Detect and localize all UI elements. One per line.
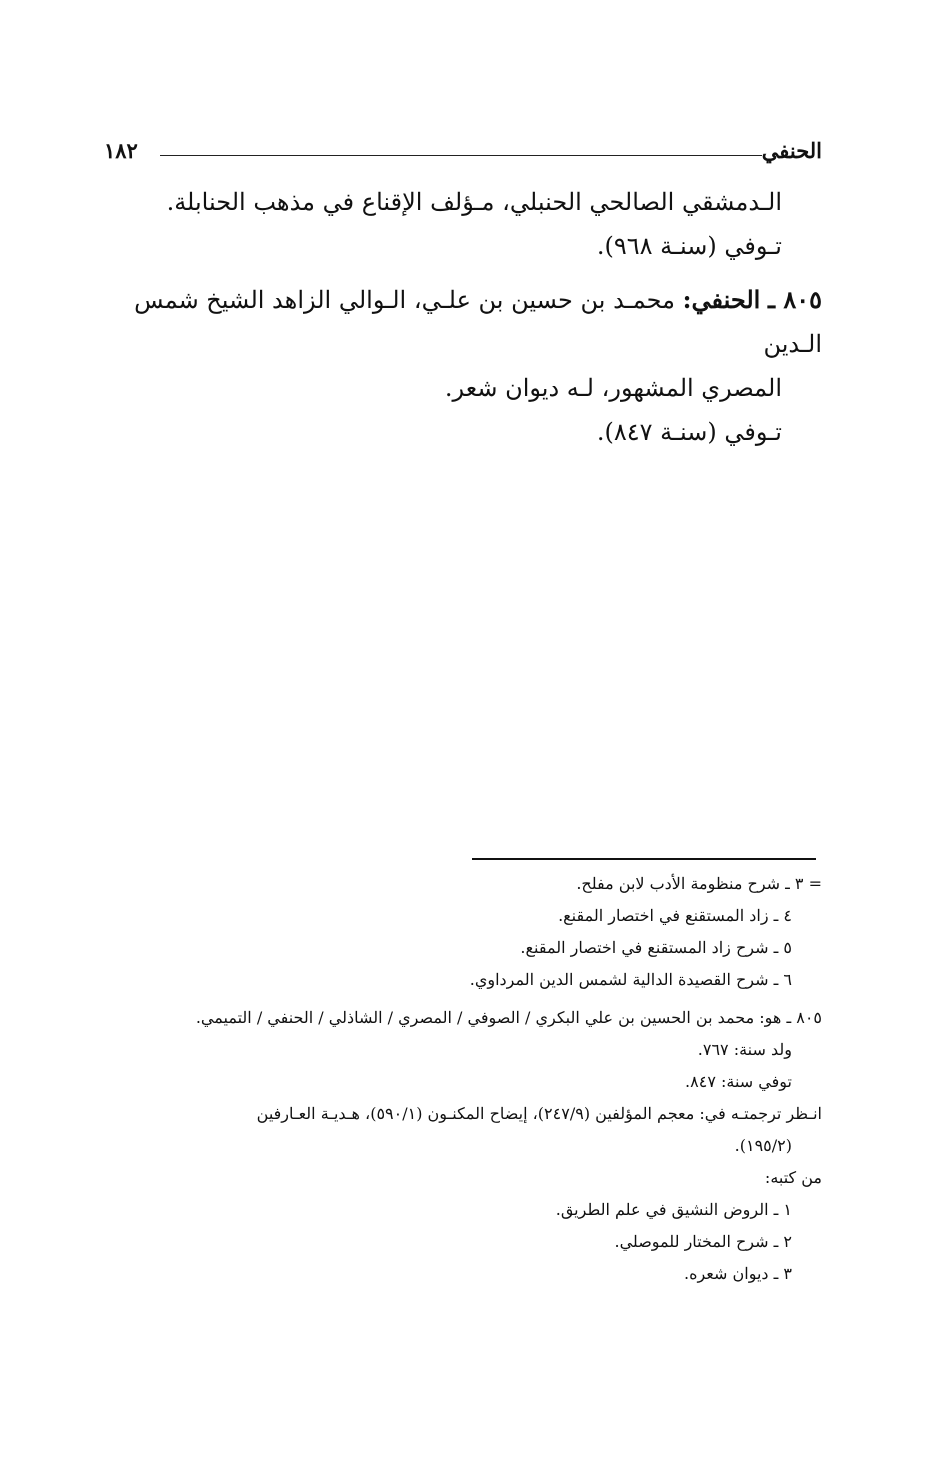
footnote-805-sources: انـظر ترجمتـه في: معجم المؤلفين (٢٤٧/٩)، إيضاح المكنـون (٥٩٠/١)، هـديـة العـارفين xyxy=(256,1104,822,1123)
footnote-805-book: ١ ـ الروض النشيق في علم الطريق. xyxy=(555,1200,792,1219)
footnote-book-line: = ٣ ـ شرح منظومة الأدب لابن مفلح. xyxy=(576,874,822,893)
entry-805-line1: محمـد بن حسين بن علـي، الـوالي الزاهد الشيخ شمس الـدين xyxy=(134,286,822,358)
page-number: ١٨٢ xyxy=(104,138,138,163)
footnote-805-book: ٣ ـ ديوان شعره. xyxy=(684,1264,792,1283)
footnote-book-line: ٦ ـ شرح القصيدة الدالية لشمس الدين المرداوي. xyxy=(469,970,792,989)
footnote-805-books-heading: من كتبه: xyxy=(764,1168,822,1187)
entry-805-death: تـوفي (سنـة ٨٤٧). xyxy=(596,418,782,446)
main-text xyxy=(100,180,822,454)
footnote-805-sources-cont: (١٩٥/٢). xyxy=(734,1136,792,1155)
running-header xyxy=(100,138,822,174)
prev-entry-continuation: الـدمشقي الصالحي الحنبلي، مـؤلف الإقناع في مذهب الحنابلة. xyxy=(166,188,782,216)
entry-805-number: ٨٠٥ ـ xyxy=(767,285,822,314)
footnotes xyxy=(100,868,822,1290)
header-rule xyxy=(160,155,762,156)
footnote-805-died: توفي سنة: ٨٤٧. xyxy=(685,1072,792,1091)
entry-805-title: الحنفي: xyxy=(682,285,761,314)
footnote-book-line: ٥ ـ شرح زاد المستقنع في اختصار المقنع. xyxy=(520,938,792,957)
footnote-805-born: ولد سنة: ٧٦٧. xyxy=(697,1040,792,1059)
entry-805-line2: المصري المشهور، لـه ديوان شعر. xyxy=(444,374,782,402)
footnote-805-identity: ٨٠٥ ـ هو: محمد بن الحسين بن علي البكري / الصوفي / المصري / الشاذلي / الحنفي / التميمي. xyxy=(195,1008,822,1027)
footnote-book-line: ٤ ـ زاد المستقنع في اختصار المقنع. xyxy=(558,906,792,925)
entry-805-heading-line xyxy=(100,278,822,366)
footnote-805-book: ٢ ـ شرح المختار للموصلي. xyxy=(614,1232,792,1251)
footnote-separator xyxy=(472,858,816,860)
running-head-title: الحنفي xyxy=(761,138,822,163)
prev-entry-death: تـوفي (سنـة ٩٦٨). xyxy=(596,232,782,260)
